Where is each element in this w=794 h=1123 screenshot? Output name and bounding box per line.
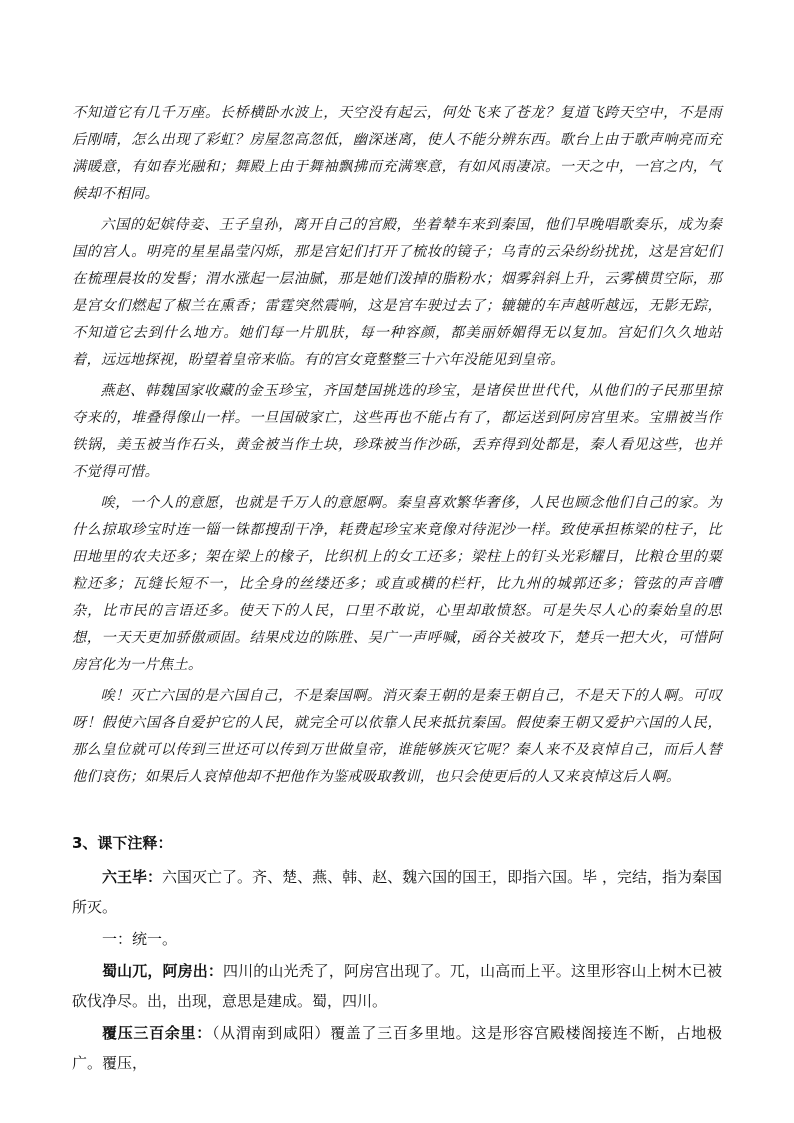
translation-paragraph-1: 不知道它有几千万座。长桥横卧水波上，天空没有起云，何处飞来了苍龙？复道飞跨天空中，不是雨后刚晴，怎么出现了彩虹？房屋忽高忽低，幽深迷离，使人不能分辨东西。歌台上由于歌声响亮而充满暖意，有如春光融和；舞殿上由于舞袖飘拂而充满寒意，有如风雨凄凉。一天之中，一宫之内，气候却不相同。: [72, 105, 722, 202]
note-text: （从渭南到咸阳）覆盖了三百多里地。这是形容宫殿楼阁接连不断，占地极广。覆压，: [72, 1024, 722, 1072]
note-text: 一：统一。: [102, 930, 178, 948]
notes-section: [72, 828, 722, 1080]
note-item: [72, 1018, 722, 1078]
note-term: 六王毕：: [102, 868, 163, 886]
note-term: 覆压三百余里：: [102, 1024, 212, 1042]
note-item: [72, 956, 722, 1016]
translation-paragraph-4: 唉，一个人的意愿，也就是千万人的意愿啊。秦皇喜欢繁华奢侈，人民也顾念他们自己的家。为什么掠取珍宝时连一锱一铢都搜刮干净，耗费起珍宝来竟像对待泥沙一样。致使承担栋梁的柱子，比田地里的农夫还多；架在梁上的椽子，比织机上的女工还多；梁柱上的钉头光彩耀目，比粮仓里的粟粒还多；瓦缝长短不一，比全身的丝缕还多；或直或横的栏杆，比九州的城郭还多；管弦的声音嘈杂，比市民的言语还多。使天下的人民，口里不敢说，心里却敢愤怒。可是失尽人心的秦始皇的思想，一天天更加骄傲顽固。结果戍边的陈胜、吴广一声呼喊，函谷关被攻下，楚兵一把大火，可惜阿房宫化为一片焦土。: [72, 495, 722, 673]
translation-paragraph-2: 六国的妃嫔侍妾、王子皇孙，离开自己的宫殿，坐着辇车来到秦国，他们早晚唱歌奏乐，成为秦国的宫人。明亮的星星晶莹闪烁，那是宫妃们打开了梳妆的镜子；乌青的云朵纷纷扰扰，这是宫妃们在梳理晨妆的发髻；渭水涨起一层油腻，那是她们泼掉的脂粉水；烟雾斜斜上升，云雾横贯空际，那是宫女们燃起了椒兰在熏香；雷霆突然震响，这是宫车驶过去了；辘辘的车声越听越远，无影无踪，不知道它去到什么地方。她们每一片肌肤，每一种容颜，都美丽娇媚得无以复加。宫妃们久久地站着，远远地探视，盼望着皇帝来临。有的宫女竟整整三十六年没能见到皇帝。: [72, 217, 722, 368]
notes-heading: 3、课下注释：: [72, 834, 173, 852]
translation-paragraph-3: 燕赵、韩魏国家收藏的金玉珍宝，齐国楚国挑选的珍宝，是诸侯世世代代，从他们的子民那里掠夺来的，堆叠得像山一样。一旦国破家亡，这些再也不能占有了，都运送到阿房宫里来。宝鼎被当作铁锅，美玉被当作石头，黄金被当作土块，珍珠被当作沙砾，丢弃得到处都是，秦人看见这些，也并不觉得可惜。: [72, 383, 722, 480]
translation-section: [72, 100, 722, 795]
note-text: 六国灭亡了。齐、楚、燕、韩、赵、魏六国的国王，即指六国。毕 ，完结，指为秦国所灭。: [72, 868, 722, 916]
note-item: [72, 862, 722, 922]
translation-paragraph-5: 唉！灭亡六国的是六国自己，不是秦国啊。消灭秦王朝的是秦王朝自己，不是天下的人啊。可叹呀！假使六国各自爱护它的人民，就完全可以依靠人民来抵抗秦国。假使秦王朝又爱护六国的人民，那么皇位就可以传到三世还可以传到万世做皇帝，谁能够族灭它呢？秦人来不及哀悼自己，而后人替他们哀伤；如果后人哀悼他却不把他作为鉴戒吸取教训，也只会使更后的人又来哀悼这后人啊。: [72, 688, 722, 785]
note-item: [72, 924, 722, 954]
note-term: 蜀山兀，阿房出：: [102, 962, 223, 980]
note-text: 四川的山光秃了，阿房宫出现了。兀，山高而上平。这里形容山上树木已被砍伐净尽。出，出现，意思是建成。蜀，四川。: [72, 962, 722, 1010]
